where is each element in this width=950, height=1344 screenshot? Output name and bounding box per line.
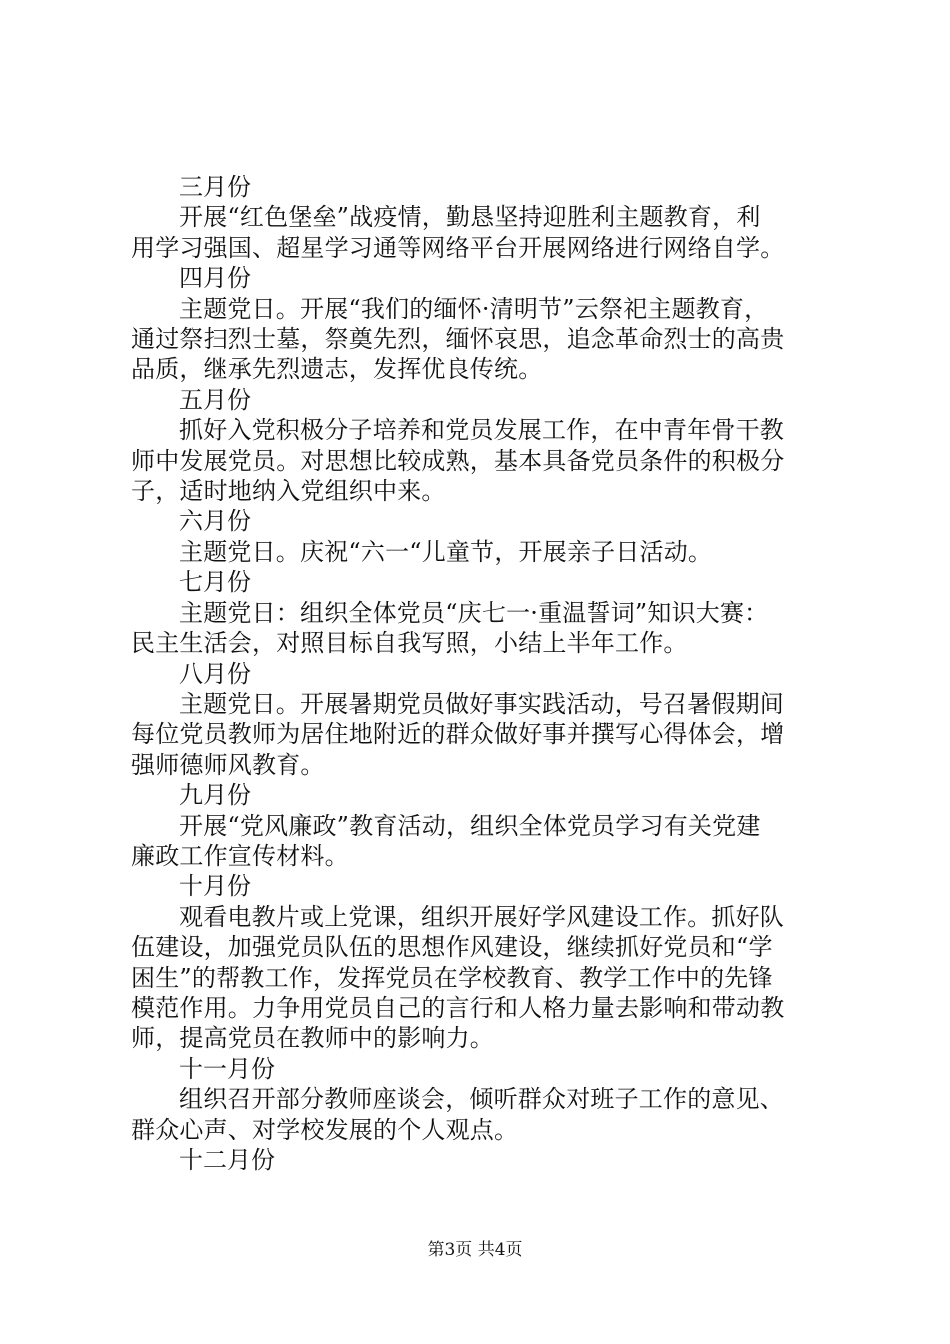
text-line: 开展“党风廉政”教育活动，组织全体党员学习有关党建 [179,811,761,840]
text-line: 子，适时地纳入党组织中来。 [131,477,446,506]
text-line: 模范作用。力争用党员自己的言行和人格力量去影响和带动教 [131,993,785,1022]
section-heading-july: 七月份 [179,568,251,597]
text-line: 师中发展党员。对思想比较成熟，基本具备党员条件的积极分 [131,446,785,475]
section-heading-august: 八月份 [179,659,251,688]
section-text-october [131,902,843,1054]
text-line: 廉政工作宣传材料。 [131,841,349,870]
text-line: 强师德师风教育。 [131,750,325,779]
section-heading-september: 九月份 [179,781,251,810]
text-line: 群众心声、对学校发展的个人观点。 [131,1115,519,1144]
text-line: 抓好入党积极分子培养和党员发展工作，在中青年骨干教 [179,416,784,445]
text-line: 每位党员教师为居住地附近的群众做好事并撰写心得体会，增 [131,720,785,749]
section-text-september [131,811,843,872]
text-line: 主题党日：组织全体党员“庆七一·重温誓词”知识大赛： [179,598,769,627]
section-heading-march: 三月份 [179,173,251,201]
text-line: 组织召开部分教师座谈会，倾听群众对班子工作的意见、 [179,1085,784,1114]
section-heading-april: 四月份 [179,264,251,293]
text-line: 伍建设，加强党员队伍的思想作风建设，继续抓好党员和“学 [131,933,773,962]
section-heading-june: 六月份 [179,507,251,536]
text-line: 困生”的帮教工作，发挥党员在学校教育、教学工作中的先锋 [131,963,773,992]
section-text-may [131,415,843,506]
text-line: 用学习强国、超星学习通等网络平台开展网络进行网络自学。 [131,233,785,262]
section-heading-may: 五月份 [179,385,251,414]
section-heading-november: 十一月份 [179,1054,275,1083]
text-line: 主题党日。开展暑期党员做好事实践活动，号召暑假期间 [179,689,784,718]
text-line: 通过祭扫烈士墓，祭奠先烈，缅怀哀思，追念革命烈士的高贵 [131,325,785,354]
section-text-june [131,537,843,567]
text-line: 开展“红色堡垒”战疫情，勤恳坚持迎胜利主题教育，利 [179,203,761,232]
section-heading-december: 十二月份 [179,1146,275,1174]
section-text-november [131,1084,843,1145]
text-line: 民主生活会，对照目标自我写照，小结上半年工作。 [131,629,688,658]
text-line: 主题党日。庆祝“六一“儿童节，开展亲子日活动。 [179,537,713,566]
page-footer: 第3页 共4页 [427,1240,523,1260]
section-text-april [131,294,843,385]
text-line: 观看电教片或上党课，组织开展好学风建设工作。抓好队 [179,902,784,931]
document-body [131,172,843,1175]
text-line: 师，提高党员在教师中的影响力。 [131,1024,494,1053]
section-heading-october: 十月份 [179,872,251,901]
section-text-august [131,689,843,780]
section-text-july [131,598,843,659]
section-text-march [131,202,843,263]
text-line: 主题党日。开展“我们的缅怀·清明节”云祭祀主题教育， [179,294,769,323]
text-line: 品质，继承先烈遗志，发挥优良传统。 [131,355,543,384]
